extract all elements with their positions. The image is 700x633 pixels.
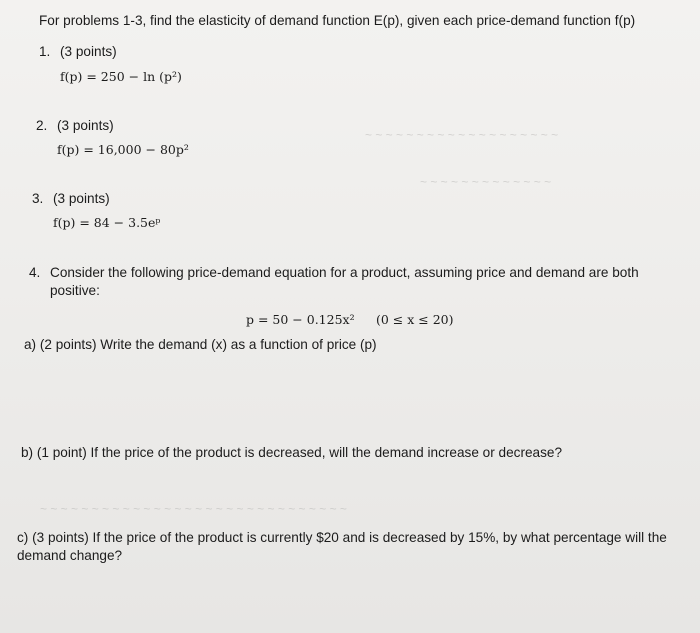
problem-4-number: 4. — [29, 265, 41, 280]
part-c-text: c) (3 points) If the price of the product is currently $20 and is decreased by 15%, by what percentage will the demand change? — [17, 530, 667, 563]
problem-1-points: (3 points) — [60, 44, 117, 59]
problem-2-number: 2. — [36, 118, 48, 133]
bleed-through-text: ~ ~ ~ ~ ~ ~ ~ ~ ~ ~ ~ ~ ~ ~ ~ ~ ~ ~ ~ ~ ~ ~ ~ ~ ~ ~ ~ ~ ~ ~ — [40, 502, 347, 516]
instructions-text: For problems 1-3, find the elasticity of demand function E(p), given each price-demand function f(p) — [39, 13, 636, 28]
bleed-through-text: ~ ~ ~ ~ ~ ~ ~ ~ ~ ~ ~ ~ ~ — [420, 175, 552, 189]
equation-domain: (0 ≤ x ≤ 20) — [376, 312, 454, 327]
problem-3-points: (3 points) — [53, 191, 110, 206]
problem-4-text: Consider the following price-demand equation for a product, assuming price and demand are both positive: — [50, 265, 639, 298]
problem-1-formula: f(p) = 250 − ln (p²) — [60, 69, 182, 84]
problem-1-number: 1. — [39, 44, 51, 59]
problem-2-formula: f(p) = 16,000 − 80p² — [57, 142, 189, 157]
problem-2-points: (3 points) — [57, 118, 114, 133]
part-b-text: b) (1 point) If the price of the product is decreased, will the demand increase or decrease? — [21, 445, 563, 460]
demand-equation: p = 50 − 0.125x² — [246, 312, 355, 327]
bleed-through-text: ~ ~ ~ ~ ~ ~ ~ ~ ~ ~ ~ ~ ~ ~ ~ ~ ~ ~ ~ — [365, 128, 559, 142]
problem-3-formula: f(p) = 84 − 3.5eᵖ — [53, 215, 161, 230]
problem-3-number: 3. — [32, 191, 44, 206]
part-a-text: a) (2 points) Write the demand (x) as a function of price (p) — [24, 337, 377, 352]
